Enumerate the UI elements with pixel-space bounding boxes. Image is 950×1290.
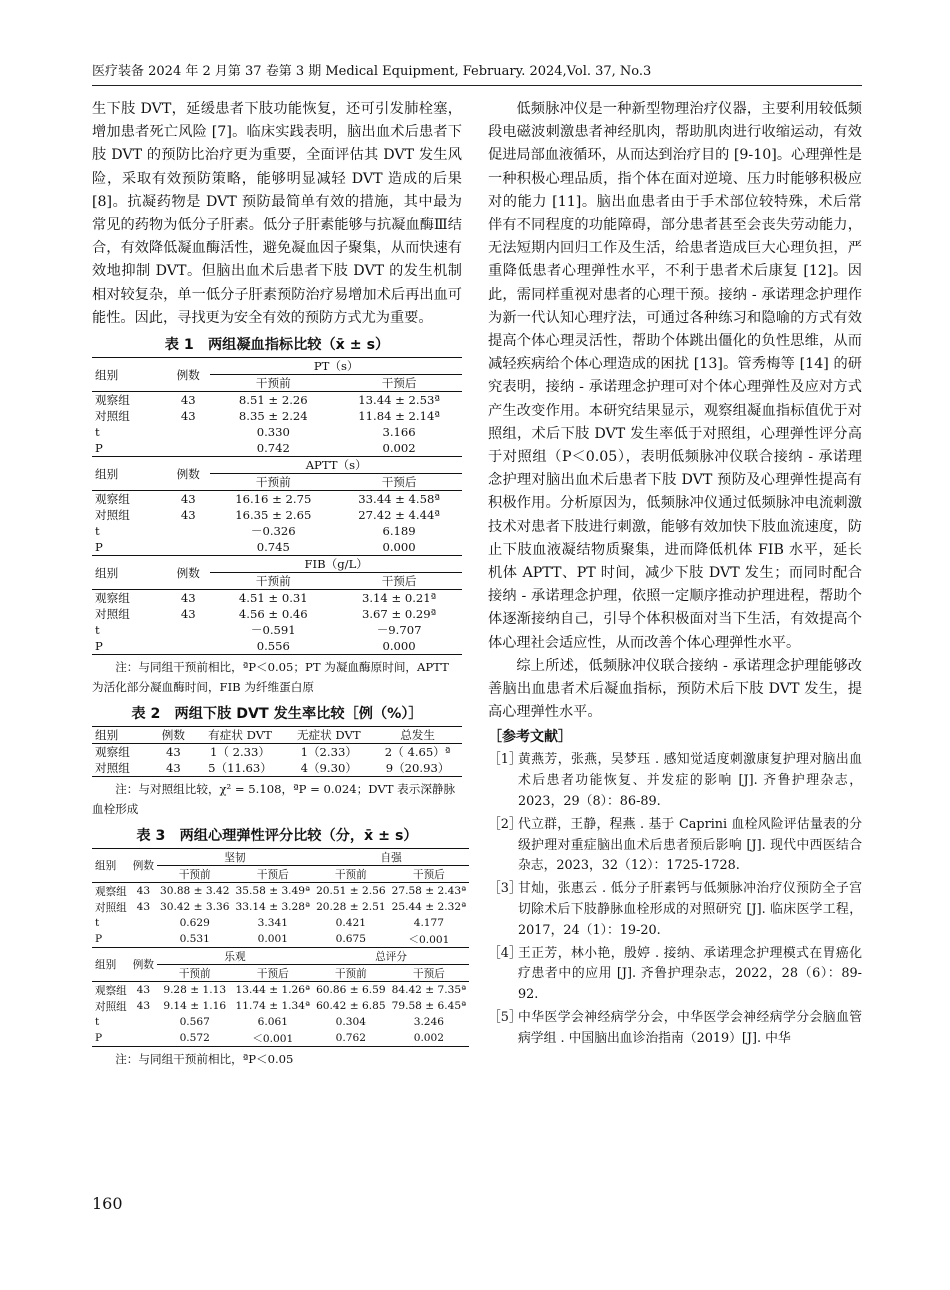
column-header: 例数 xyxy=(166,457,210,491)
table-cell: 43 xyxy=(166,491,210,508)
table1-caption: 表 1 两组凝血指标比较（x̄ ± s） xyxy=(164,337,390,354)
column-header: 例数 xyxy=(166,358,210,392)
table-cell: 0.000 xyxy=(336,638,462,655)
table-cell: 0.629 xyxy=(179,917,210,930)
table-cell xyxy=(166,424,210,440)
table-cell: 20.28 ± 2.51 xyxy=(316,901,386,914)
table-cell: t xyxy=(95,917,100,930)
reference-item xyxy=(488,944,862,1006)
table-cell: 3.166 xyxy=(382,425,416,440)
table-cell: 6.189 xyxy=(382,524,416,539)
table-cell: 对照组 xyxy=(92,760,151,777)
table-cell: 16.35 ± 2.65 xyxy=(235,508,312,523)
table-cell: 43 xyxy=(136,901,151,914)
right-column xyxy=(488,98,862,1052)
table-cell: 1（ 2.33） xyxy=(196,744,285,761)
table-cell: 0.531 xyxy=(179,933,210,946)
page-number: 160 xyxy=(92,1194,123,1213)
table-cell: 8.35 ± 2.24 xyxy=(238,409,308,424)
column-header: 例数 xyxy=(151,727,195,744)
table-cell: P xyxy=(92,638,166,655)
table-cell: 43 xyxy=(166,392,210,409)
table3-caption: 表 3 两组心理弹性评分比较（分，x̄ ± s） xyxy=(136,828,418,845)
table-row xyxy=(92,982,469,999)
table-cell: 16.16 ± 2.75 xyxy=(210,491,336,508)
table-row xyxy=(92,457,462,474)
table-cell: 43 xyxy=(151,744,195,761)
table-row xyxy=(92,638,462,655)
table-row xyxy=(92,358,462,375)
table-cell: 0.567 xyxy=(179,1016,210,1029)
column-header: 组别 xyxy=(92,849,130,883)
table-cell: 3.67 ± 0.29ª xyxy=(361,607,437,622)
table-cell: 0.745 xyxy=(256,540,290,555)
table-row xyxy=(92,1014,469,1030)
table-cell: －9.707 xyxy=(376,623,422,638)
table-cell: 30.42 ± 3.36 xyxy=(159,901,230,914)
body-paragraph: 低频脉冲仪是一种新型物理治疗仪器，主要利用较低频段电磁波刺激患者神经肌肉，帮助肌肉进行收缩运动，有效促进局部血液循环，从而达到治疗目的 [9-10]。心理弹性是一种积极心理品质，指个体在面对逆境、压力时能够积极应对的能力 [11]。脑出血患者由于手术部位较特殊，术后常伴有不同程度的功能障碍，部分患者甚至会丧失劳动能力，无法短期内回归工作及生活，给患者造成巨大心理负担，严重降低患者心理弹性水平，不利于患者术后康复 [12]。因此，需同样重视对患者的心理干预。接纳 - 承诺理念护理作为新一代认知心理疗法，可通过各种练习和隐喻的方式有效提高个体心理灵活性，帮助个体跳出僵化的负性思维，从而减轻疾病给个体心理造成的困扰 [13]。管秀梅等 [14] 的研究表明，接纳 - 承诺理念护理可对个体心理弹性及应对方式产生改变作用。本研究结果显示，观察组凝血指标值优于对照组，术后下肢 DVT 发生率低于对照组，心理弹性评分高于对照组（P＜0.05），表明低频脉冲仪联合接纳 - 承诺理念护理对脑出血术后患者下肢 DVT 预防及心理弹性提高有积极作用。分析原因为，低频脉冲仪通过低频脉冲电流刺激技术对患者下肢进行刺激，能够有效加快下肢血流速度，防止下肢血液凝结物质聚集，进而降低机体 FIB 水平，延长机体 APTT、PT 时间，减少下肢 DVT 发生；而同时配合接纳 - 承诺理念护理，依照一定顺序推动护理进程，帮助个体逐渐接纳自己，引导个体积极面对当下生活，有效提高个体心理社会适应性，从而改善个体心理弹性水平。 xyxy=(488,101,862,651)
column-header: 组别 xyxy=(92,556,166,590)
table-cell: 9.14 ± 1.16 xyxy=(163,1000,227,1013)
table-row xyxy=(92,1030,469,1047)
table-row xyxy=(92,440,462,457)
table-cell: P xyxy=(95,441,103,456)
table-cell: ＜0.001 xyxy=(233,1030,314,1047)
table-cell: 9（20.93） xyxy=(373,760,462,777)
column-header: 干预前 xyxy=(255,574,291,589)
table-cell: P xyxy=(95,933,103,946)
table-row xyxy=(92,998,469,1014)
table-cell: 43 xyxy=(151,760,195,777)
table-cell: 对照组 xyxy=(95,1000,127,1013)
reference-text: 黄燕芳，张燕，吴梦珏 . 感知觉适度刺激康复护理对脑出血术后患者功能恢复、并发症的影响 [J]. 齐鲁护理杂志，2023，29（8）：86-89. xyxy=(518,752,862,810)
column-header: 干预后 xyxy=(381,475,417,490)
table-cell: P xyxy=(95,540,103,555)
column-header: 干预后 xyxy=(256,868,289,881)
left-column xyxy=(92,98,467,1075)
table-row xyxy=(92,491,462,508)
body-paragraph: 生下肢 DVT，延缓患者下肢功能恢复，还可引发肺栓塞，增加患者死亡风险 [7]。临床实践表明，脑出血术后患者下肢 DVT 的预防比治疗更为重要，全面评估其 DVT 发生风险，采取有效预防策略，能够明显减轻 DVT 造成的后果 [8]。抗凝药物是 DVT 预防最简单有效的措施，其中最为常见的药物为低分子肝素。低分子肝素能够与抗凝血酶Ⅲ结合，有效降低凝血酶活性，避免凝血因子聚集，从而快速有效地抑制 DVT。但脑出血术后患者下肢 DVT 的发生机制相对较复杂，单一低分子肝素预防治疗易增加术后再出血可能性。因此，寻找更为安全有效的预防方式尤为重要。 xyxy=(92,101,462,326)
table-cell: 3.341 xyxy=(257,917,288,930)
table-cell xyxy=(130,931,157,948)
table-cell xyxy=(130,915,157,931)
table-cell: ＜0.001 xyxy=(408,933,450,946)
table-cell: 0.330 xyxy=(256,425,290,440)
table-cell: 3.246 xyxy=(413,1016,445,1029)
table-cell: 观察组 xyxy=(92,744,151,761)
table-cell: 25.44 ± 2.32ª xyxy=(391,901,467,914)
table-cell: －0.326 xyxy=(250,524,296,539)
table-cell: 对照组 xyxy=(95,409,130,424)
column-header: 有症状 DVT xyxy=(196,727,285,744)
table-cell: 60.86 ± 6.59 xyxy=(313,982,389,999)
reference-text: 中华医学会神经病学分会，中华医学会神经病学分会脑血管病学组 . 中国脑出血诊治指南（2019）[J]. 中华 xyxy=(518,1010,862,1046)
table-cell xyxy=(130,1014,157,1030)
column-header: APTT（s） xyxy=(210,457,462,474)
reference-text: 王正芳，林小艳，殷婷 . 接纳、承诺理念护理模式在胃癌化疗患者中的应用 [J]. 齐鲁护理杂志，2022，28（6）：89-92. xyxy=(518,945,862,1003)
table-row xyxy=(92,606,462,622)
table-cell: 13.44 ± 1.26ª xyxy=(233,982,314,999)
table-cell: 0.421 xyxy=(335,917,366,930)
table-row xyxy=(92,727,462,744)
table-cell: 4（9.30） xyxy=(284,760,373,777)
table-row xyxy=(92,539,462,556)
table-cell: t xyxy=(95,623,100,638)
table-cell: 观察组 xyxy=(92,982,130,999)
table-cell xyxy=(166,539,210,556)
table-cell: 4.56 ± 0.46 xyxy=(238,607,308,622)
column-header: 干预前 xyxy=(334,967,367,980)
table-cell: 27.42 ± 4.44ª xyxy=(358,508,440,523)
reference-text: 甘灿，张惠云 . 低分子肝素钙与低频脉冲治疗仪预防全子宫切除术后下肢静脉血栓形成的对照研究 [J]. 临床医学工程，2017，24（1）：19-20. xyxy=(518,881,862,938)
column-header: 无症状 DVT xyxy=(284,727,373,744)
table-cell: 对照组 xyxy=(95,607,130,622)
table-cell: 2（ 4.65）ª xyxy=(373,744,462,761)
column-header: 干预后 xyxy=(412,868,445,881)
table2-dvt-incidence xyxy=(92,726,462,777)
table-cell: 0.572 xyxy=(157,1030,233,1047)
column-header: 干预后 xyxy=(412,967,445,980)
table-cell: 0.000 xyxy=(382,540,416,555)
references-heading: ［参考文献］ xyxy=(488,729,572,746)
table-cell: 33.14 ± 3.28ª xyxy=(235,901,311,914)
table-cell: 4.177 xyxy=(413,917,445,930)
table-cell: 对照组 xyxy=(95,508,130,523)
column-header: 乐观 xyxy=(157,948,313,965)
column-header: 干预前 xyxy=(178,868,211,881)
table-cell: 5（11.63） xyxy=(196,760,285,777)
column-header: 自强 xyxy=(313,849,469,866)
column-header: PT（s） xyxy=(210,358,462,375)
column-header: FIB（g/L） xyxy=(210,556,462,573)
table-row xyxy=(92,507,462,523)
table-cell: 0.762 xyxy=(313,1030,389,1047)
table1-coagulation xyxy=(92,357,462,655)
column-header: 组别 xyxy=(92,358,166,392)
table-cell: 84.42 ± 7.35ª xyxy=(389,982,470,999)
column-header: 总评分 xyxy=(313,948,469,965)
table-row xyxy=(92,556,462,573)
column-header: 干预后 xyxy=(381,574,417,589)
table-cell: 6.061 xyxy=(257,1016,288,1029)
table-row xyxy=(92,744,462,761)
table-row xyxy=(92,622,462,638)
table-cell: 0.002 xyxy=(389,1030,470,1047)
table-cell: 观察组 xyxy=(92,491,166,508)
reference-number: ［1］ xyxy=(488,752,522,768)
table-cell: 79.58 ± 6.45ª xyxy=(391,1000,467,1013)
table-cell: 11.84 ± 2.14ª xyxy=(358,409,440,424)
column-header: 干预前 xyxy=(334,868,367,881)
table-row xyxy=(92,915,469,931)
table-cell: 43 xyxy=(130,982,157,999)
table-cell: 0.675 xyxy=(335,933,366,946)
column-header: 干预后 xyxy=(256,967,289,980)
reference-list xyxy=(488,750,862,1049)
table-row xyxy=(92,590,462,607)
table-cell xyxy=(130,1030,157,1047)
table3-note: 注：与同组干预前相比，ªP＜0.05 xyxy=(115,1052,294,1067)
table-cell: t xyxy=(95,524,100,539)
table-cell xyxy=(166,440,210,457)
table-cell: 43 xyxy=(180,508,196,523)
table-cell: 0.556 xyxy=(210,638,336,655)
table-cell: 1（2.33） xyxy=(284,744,373,761)
table-cell xyxy=(166,638,210,655)
table-cell: 0.742 xyxy=(256,441,290,456)
table-cell: 0.304 xyxy=(335,1016,366,1029)
column-header: 干预前 xyxy=(255,475,291,490)
table-cell: 43 xyxy=(166,590,210,607)
column-header: 总发生 xyxy=(373,727,462,744)
column-header: 组别 xyxy=(92,948,130,982)
table2-note: 注：与对照组比较，χ² = 5.108，ªP = 0.024；DVT 表示深静脉血栓形成 xyxy=(92,782,456,817)
table1-note: 注：与同组干预前相比，ªP＜0.05；PT 为凝血酶原时间，APTT 为活化部分凝血酶时间，FIB 为纤维蛋白原 xyxy=(92,660,449,695)
table-row xyxy=(92,931,469,948)
table-cell xyxy=(166,523,210,539)
table-cell: 20.51 ± 2.56 xyxy=(313,883,389,900)
table-row xyxy=(92,392,462,409)
table-cell: 0.001 xyxy=(257,933,288,946)
column-header: 组别 xyxy=(92,727,151,744)
table-cell: t xyxy=(95,425,100,440)
table-cell: 13.44 ± 2.53ª xyxy=(336,392,462,409)
table-cell: 11.74 ± 1.34ª xyxy=(235,1000,311,1013)
table-cell: 观察组 xyxy=(92,590,166,607)
table2-caption: 表 2 两组下肢 DVT 发生率比较［例（%）］ xyxy=(131,706,423,723)
reference-number: ［4］ xyxy=(488,945,522,961)
conclusion-paragraph: 综上所述，低频脉冲仪联合接纳 - 承诺理念护理能够改善脑出血患者术后凝血指标，预防术后下肢 DVT 发生，提高心理弹性水平。 xyxy=(488,657,862,721)
table-cell: 9.28 ± 1.13 xyxy=(157,982,233,999)
column-header: 组别 xyxy=(92,457,166,491)
reference-number: ［2］ xyxy=(488,816,522,832)
reference-item xyxy=(488,1008,862,1050)
reference-number: ［3］ xyxy=(488,881,522,897)
table-row xyxy=(92,408,462,424)
column-header: 例数 xyxy=(130,849,157,883)
table-row xyxy=(92,849,469,866)
table-cell: 33.44 ± 4.58ª xyxy=(336,491,462,508)
table-cell: 43 xyxy=(180,409,196,424)
table-cell: 3.14 ± 0.21ª xyxy=(336,590,462,607)
table-row xyxy=(92,883,469,900)
column-header: 干预前 xyxy=(255,376,291,391)
table-cell: t xyxy=(95,1016,100,1029)
table-cell: 观察组 xyxy=(92,883,130,900)
table-row xyxy=(92,424,462,440)
table-row xyxy=(92,760,462,777)
table-cell: 43 xyxy=(130,883,157,900)
column-header: 干预后 xyxy=(381,376,417,391)
table-cell xyxy=(166,622,210,638)
column-header: 例数 xyxy=(130,948,157,982)
running-header: 医疗装备 2024 年 2 月第 37 卷第 3 期 Medical Equipment, February. 2024,Vol. 37, No.3 xyxy=(92,60,862,86)
column-header: 例数 xyxy=(166,556,210,590)
table-cell: 对照组 xyxy=(95,901,127,914)
table-cell: P xyxy=(92,1030,130,1047)
table3-resilience xyxy=(92,848,469,1047)
table-row xyxy=(92,899,469,915)
table-cell: 4.51 ± 0.31 xyxy=(210,590,336,607)
table-cell: 43 xyxy=(136,1000,151,1013)
table-cell: 观察组 xyxy=(92,392,166,409)
table-row xyxy=(92,948,469,965)
reference-item xyxy=(488,815,862,877)
reference-text: 代立群，王静，程燕 . 基于 Caprini 血栓风险评估量表的分级护理对重症脑出血术后患者预后影响 [J]. 现代中西医结合杂志，2023，32（12）：1725-1728. xyxy=(518,816,862,874)
column-header: 干预前 xyxy=(178,967,211,980)
table-cell: 27.58 ± 2.43ª xyxy=(389,883,470,900)
table-row xyxy=(92,523,462,539)
reference-item xyxy=(488,879,862,941)
reference-number: ［5］ xyxy=(488,1010,522,1026)
reference-item xyxy=(488,750,862,812)
table-cell: －0.591 xyxy=(250,623,296,638)
table-cell: 43 xyxy=(180,607,196,622)
table-cell: 0.002 xyxy=(382,441,416,456)
table-cell: 8.51 ± 2.26 xyxy=(210,392,336,409)
table-cell: 35.58 ± 3.49ª xyxy=(233,883,314,900)
column-header: 坚韧 xyxy=(157,849,313,866)
table-cell: 60.42 ± 6.85 xyxy=(316,1000,386,1013)
table-cell: 30.88 ± 3.42 xyxy=(157,883,233,900)
